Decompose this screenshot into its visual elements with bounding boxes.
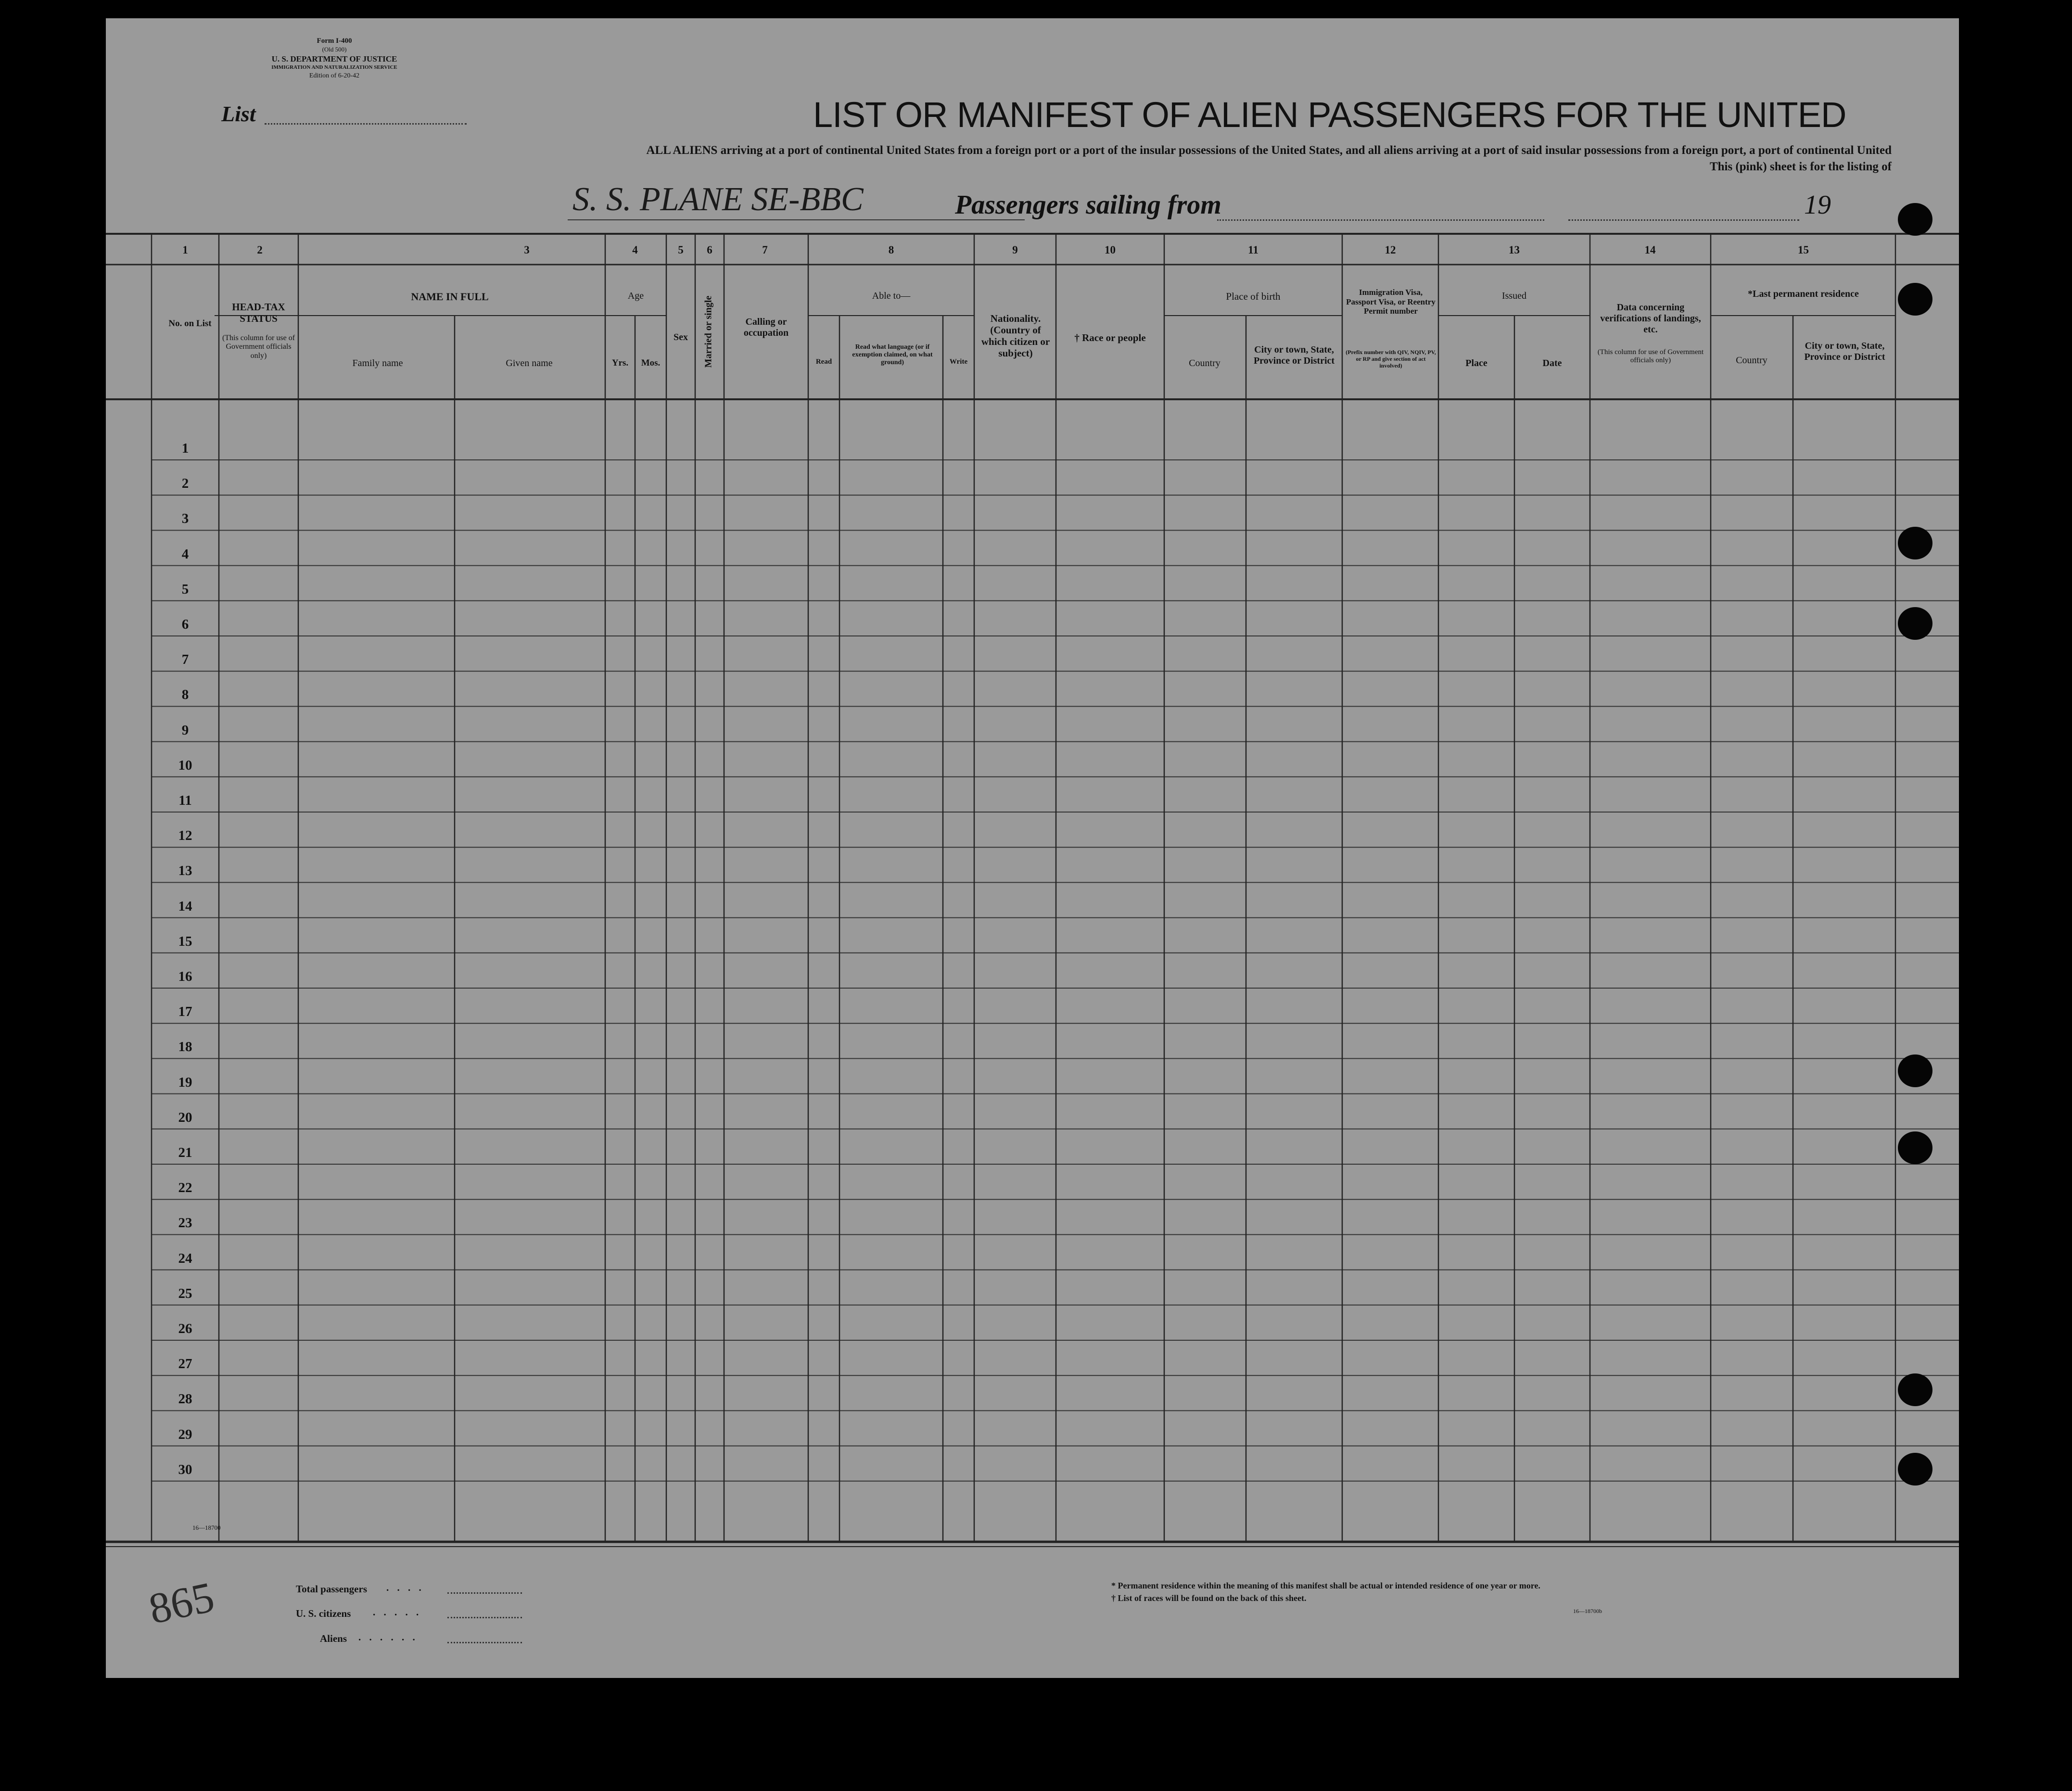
col-number-7: 7 (762, 244, 768, 256)
header-verifications: Data concerning verifications of landings, etc. (1600, 302, 1701, 335)
row-number: 12 (178, 828, 192, 844)
manifest-grid (106, 18, 1959, 1678)
row-number: 6 (181, 617, 189, 632)
header-months: Mos. (641, 358, 661, 368)
binder-hole (1898, 283, 1932, 316)
header-age: Age (627, 291, 644, 301)
row-number: 3 (181, 511, 189, 527)
aliens-field[interactable] (447, 1642, 522, 1643)
row-number: 18 (178, 1039, 192, 1055)
header-residence-country: Country (1736, 355, 1767, 366)
row-number: 15 (178, 933, 192, 949)
header-head-tax-note: (This column for use of Government officials only) (222, 334, 295, 360)
row-number: 30 (178, 1461, 192, 1477)
col-number-4: 4 (632, 244, 638, 256)
row-number: 9 (181, 722, 189, 738)
row-number: 22 (178, 1180, 192, 1196)
aliens-label: Aliens (320, 1633, 347, 1644)
header-calling-occupation: Calling or occupation (743, 317, 789, 338)
row-number: 4 (181, 546, 189, 562)
row-number: 21 (178, 1145, 192, 1160)
form-number: Form I-400 (317, 37, 352, 45)
header-write: Write (949, 358, 968, 366)
row-number: 25 (178, 1285, 192, 1301)
binder-hole (1898, 203, 1932, 236)
us-citizens-label: U. S. citizens (296, 1608, 351, 1619)
page-subtitle-2: This (pink) sheet is for the listing of (1709, 160, 1892, 173)
row-number: 5 (181, 581, 189, 597)
row-number: 7 (181, 652, 189, 668)
col-number-9: 9 (1012, 244, 1018, 256)
total-passengers-field[interactable] (447, 1592, 522, 1594)
row-number: 8 (181, 687, 189, 703)
form-old-number: (Old 500) (322, 46, 347, 53)
print-code: 16—18700 (192, 1524, 221, 1531)
aliens-leader: . . . . . . (358, 1631, 418, 1643)
header-sex: Sex (674, 332, 688, 343)
binder-hole (1898, 1131, 1932, 1164)
department-name: U. S. DEPARTMENT OF JUSTICE (271, 54, 397, 64)
row-number: 28 (178, 1391, 192, 1407)
binder-hole (1898, 1453, 1932, 1486)
row-number: 24 (178, 1250, 192, 1266)
header-nationality: Nationality. (Country of which citizen or subject) (981, 313, 1050, 359)
row-number: 11 (178, 793, 192, 808)
vessel-name-handwritten: S. S. PLANE SE-BBC (572, 181, 864, 218)
binder-hole (1898, 1373, 1932, 1406)
header-visa: Immigration Visa, Passport Visa, or Reentry Permit number (1346, 288, 1436, 316)
row-number: 19 (178, 1074, 192, 1090)
binder-hole (1898, 1054, 1932, 1087)
page-title: LIST OR MANIFEST OF ALIEN PASSENGERS FOR THE UNITED (813, 95, 1846, 135)
binder-hole (1898, 607, 1932, 640)
header-no-on-list: No. on List (168, 318, 212, 329)
us-citizens-field[interactable] (447, 1617, 522, 1618)
page-subtitle: ALL ALIENS arriving at a port of continental United States from a foreign port or a port of the insular possessions of the United States, and all aliens arriving at a port of said insular possessions from a foreign port, a port of continental United (646, 144, 1892, 157)
row-number: 23 (178, 1215, 192, 1231)
us-citizens-leader: . . . . . (373, 1606, 422, 1618)
header-place-of-birth: Place of birth (1226, 291, 1281, 302)
header-read-language: Read what language (or if exemption claimed, on what ground) (852, 343, 933, 367)
header-issued-date: Date (1542, 358, 1562, 368)
header-married-or-single: Married or single (703, 295, 714, 368)
total-passengers-leader: . . . . (386, 1582, 424, 1593)
col-number-12: 12 (1385, 244, 1396, 256)
row-number: 26 (178, 1321, 192, 1336)
header-read: Read (815, 358, 832, 366)
header-birth-country: Country (1189, 358, 1220, 368)
col-number-8: 8 (888, 244, 894, 256)
list-label: List (221, 102, 256, 126)
row-number: 17 (178, 1004, 192, 1020)
col-number-10: 10 (1105, 244, 1116, 256)
binder-hole (1898, 527, 1932, 559)
row-number: 13 (178, 863, 192, 879)
header-visa-note: (Prefix number with QIV, NQIV, PV, or RP and give section of act involved) (1346, 349, 1436, 369)
sailing-from-label: Passengers sailing from (955, 190, 1221, 220)
header-verifications-note: (This column for use of Government officials only) (1597, 348, 1704, 365)
header-given-name: Given name (506, 358, 553, 368)
row-number: 14 (178, 898, 192, 914)
row-number: 10 (178, 757, 192, 773)
header-birth-city: City or town, State, Province or District (1253, 344, 1335, 366)
year-prefix: 19 (1804, 190, 1831, 220)
header-head-tax: HEAD-TAX STATUS (232, 301, 285, 325)
row-number: 27 (178, 1356, 192, 1372)
row-number: 1 (181, 441, 189, 456)
header-issued: Issued (1501, 291, 1527, 301)
col-number-1: 1 (182, 244, 188, 256)
col-number-2: 2 (257, 244, 263, 256)
print-code-right: 16—18700b (1573, 1608, 1602, 1614)
edition-date: Edition of 6-20-42 (309, 72, 360, 79)
row-number: 16 (178, 969, 192, 984)
header-years: Yrs. (611, 358, 629, 368)
header-issued-place: Place (1465, 358, 1487, 368)
col-number-3: 3 (524, 244, 530, 256)
handwritten-sheet-number: 865 (145, 1573, 218, 1633)
col-number-5: 5 (678, 244, 684, 256)
header-able-to: Able to— (872, 291, 911, 301)
col-number-15: 15 (1798, 244, 1809, 256)
header-name-in-full: NAME IN FULL (411, 291, 489, 303)
header-race: † Race or people (1074, 332, 1146, 343)
col-number-6: 6 (707, 244, 712, 256)
row-number: 29 (178, 1426, 192, 1442)
header-residence-city: City or town, State, Province or District (1804, 341, 1885, 362)
col-number-14: 14 (1644, 244, 1656, 256)
footnote-permanent-residence: * Permanent residence within the meaning of this manifest shall be actual or intended residence of one year or more. (1111, 1581, 1540, 1590)
header-family-name: Family name (352, 358, 403, 368)
row-number: 2 (181, 476, 189, 492)
header-last-residence: *Last permanent residence (1748, 289, 1859, 299)
col-number-13: 13 (1509, 244, 1520, 256)
manifest-sheet (106, 18, 1959, 1678)
col-number-11: 11 (1248, 244, 1258, 256)
total-passengers-label: Total passengers (296, 1583, 367, 1595)
row-number: 20 (178, 1109, 192, 1125)
service-name: IMMIGRATION AND NATURALIZATION SERVICE (271, 64, 397, 70)
footnote-race-list: † List of races will be found on the back of this sheet. (1111, 1593, 1307, 1603)
